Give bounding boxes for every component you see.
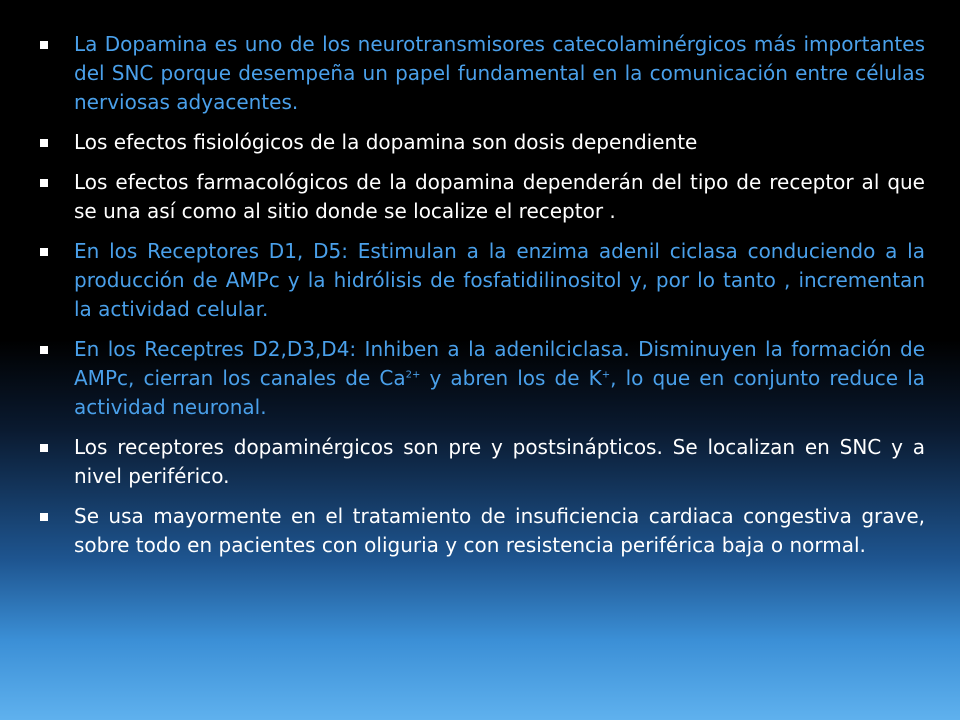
square-bullet-icon [40,41,48,49]
superscript-calcium-charge: 2+ [405,369,421,381]
bullet-item-efectos-fisiologicos [40,128,925,157]
square-bullet-icon [40,139,48,147]
bullet-list [40,30,925,571]
square-bullet-icon [40,179,48,187]
bullet-text: Se usa mayormente en el tratamiento de insuficiencia cardiaca congestiva grave, sobre todo en pacientes con oliguria y con resistencia periférica baja o normal. [74,504,925,557]
bullet-item-receptores-d2-d3-d4 [40,335,925,422]
bullet-item-efectos-farmacologicos [40,168,925,226]
bullet-text: Los efectos farmacológicos de la dopamina dependerán del tipo de receptor al que se una así como al sitio donde se localize el receptor . [74,170,925,223]
bullet-text-part: , lo que en conjunto reduce la actividad neuronal. [74,366,925,419]
bullet-item-dopamina-intro [40,30,925,117]
bullet-text: Los receptores dopaminérgicos son pre y postsinápticos. Se localizan en SNC y a nivel periférico. [74,435,925,488]
bullet-item-receptores-d1-d5 [40,237,925,324]
bullet-text: En los Receptores D1, D5: Estimulan a la enzima adenil ciclasa conduciendo a la producción de AMPc y la hidrólisis de fosfatidilinositol y, por lo tanto , incrementan la actividad celular. [74,239,925,321]
bullet-text: La Dopamina es uno de los neurotransmisores catecolaminérgicos más importantes del SNC porque desempeña un papel fundamental en la comunicación entre células nerviosas adyacentes. [74,32,925,114]
superscript-potassium-charge: + [601,369,611,381]
bullet-text: Los efectos fisiológicos de la dopamina son dosis dependiente [74,130,698,154]
square-bullet-icon [40,248,48,256]
bullet-text-part: y abren los de K [420,366,602,390]
bullet-text-part: En los Receptres D2,D3,D4: Inhiben a la adenilciclasa. Disminuyen la formación de AMPc, cierran los canales de Ca [74,337,925,390]
bullet-text [74,337,925,419]
square-bullet-icon [40,444,48,452]
bullet-item-receptores-pre-post [40,433,925,491]
square-bullet-icon [40,513,48,521]
bullet-item-uso-clinico [40,502,925,560]
square-bullet-icon [40,346,48,354]
